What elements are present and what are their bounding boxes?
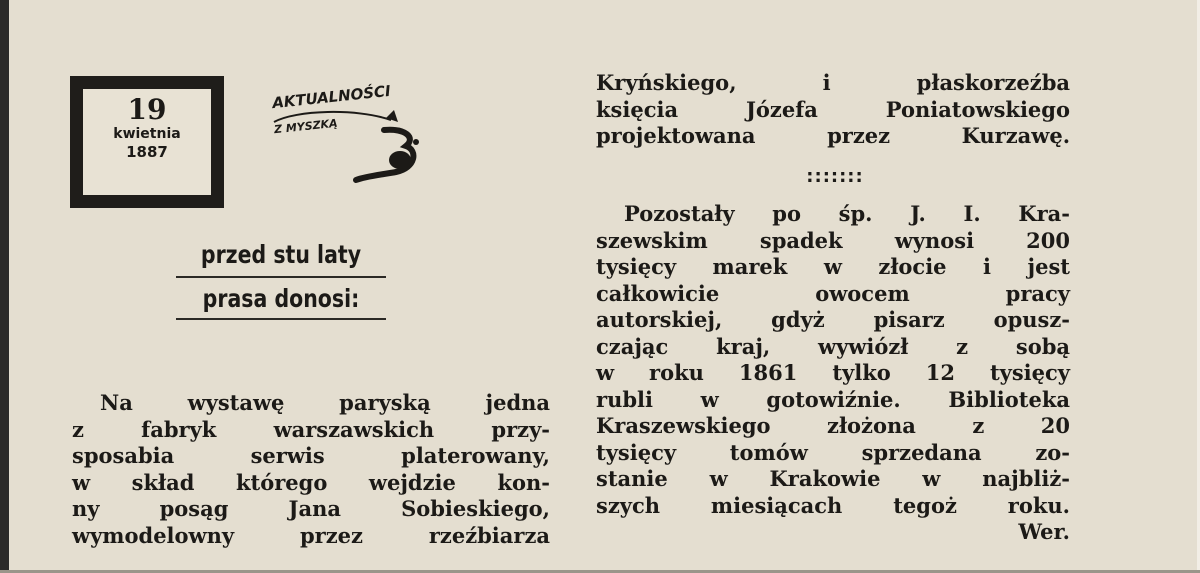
text-line: z fabryk warszawskich przy- — [72, 416, 550, 442]
text-line: sposabia serwis platerowany, — [72, 443, 550, 468]
text-line: projektowana przez Kurzawę. — [596, 123, 1070, 148]
text-line: Kraszewskiego złożona z 20 — [596, 413, 1070, 438]
text-line: rubli w gotowiźnie. Biblioteka — [596, 386, 1070, 412]
logo-text-line1: AKTUALNOŚCI — [271, 81, 392, 113]
date-day: 19 — [127, 93, 167, 126]
text-line: wymodelowny przez rzeźbiarza — [72, 522, 550, 548]
article-right-column-continuation — [596, 70, 1070, 150]
text-line: autorskiej, gdyż pisarz opusz- — [596, 307, 1070, 332]
text-line: Na wystawę paryską jedna — [100, 390, 550, 415]
author-signature: Wer. — [1018, 519, 1070, 544]
headline-rule-bottom — [176, 318, 386, 320]
text-line: ny posąg Jana Sobieskiego, — [72, 496, 550, 521]
date-year: 1887 — [126, 143, 168, 161]
column-logo — [266, 80, 431, 185]
text-line: tysięcy tomów sprzedana zo- — [596, 439, 1070, 465]
text-line: szych miesiącach tegoż roku. — [596, 492, 1070, 518]
date-box — [70, 76, 224, 208]
text-line: tysięcy marek w złocie i jest — [596, 254, 1070, 279]
text-line: księcia Józefa Poniatowskiego — [596, 96, 1070, 122]
article-left-column — [72, 390, 550, 549]
text-line: stanie w Krakowie w najbliż- — [596, 466, 1070, 491]
text-line: czając kraj, wywiózł z sobą — [596, 333, 1070, 359]
headline-line2: prasa donosi: — [202, 284, 360, 313]
logo-text-line2: Z MYSZKĄ — [273, 116, 339, 137]
text-line: szewskim spadek wynosi 200 — [596, 227, 1070, 253]
text-line: całkowicie owocem pracy — [596, 280, 1070, 306]
headline-rule — [176, 276, 386, 278]
headline-line1: przed stu laty — [200, 240, 362, 269]
article-right-column — [596, 201, 1070, 546]
section-divider: ::::::: — [806, 166, 864, 187]
section-headline — [176, 238, 386, 324]
date-month: kwietnia — [113, 126, 181, 142]
page-left-edge — [0, 0, 9, 573]
text-line: w roku 1861 tylko 12 tysięcy — [596, 360, 1070, 385]
text-line: Pozostały po śp. J. I. Kra- — [624, 201, 1070, 226]
text-line: Kryńskiego, i płaskorzeźba — [596, 70, 1070, 95]
text-line: w skład którego wejdzie kon- — [72, 469, 550, 495]
